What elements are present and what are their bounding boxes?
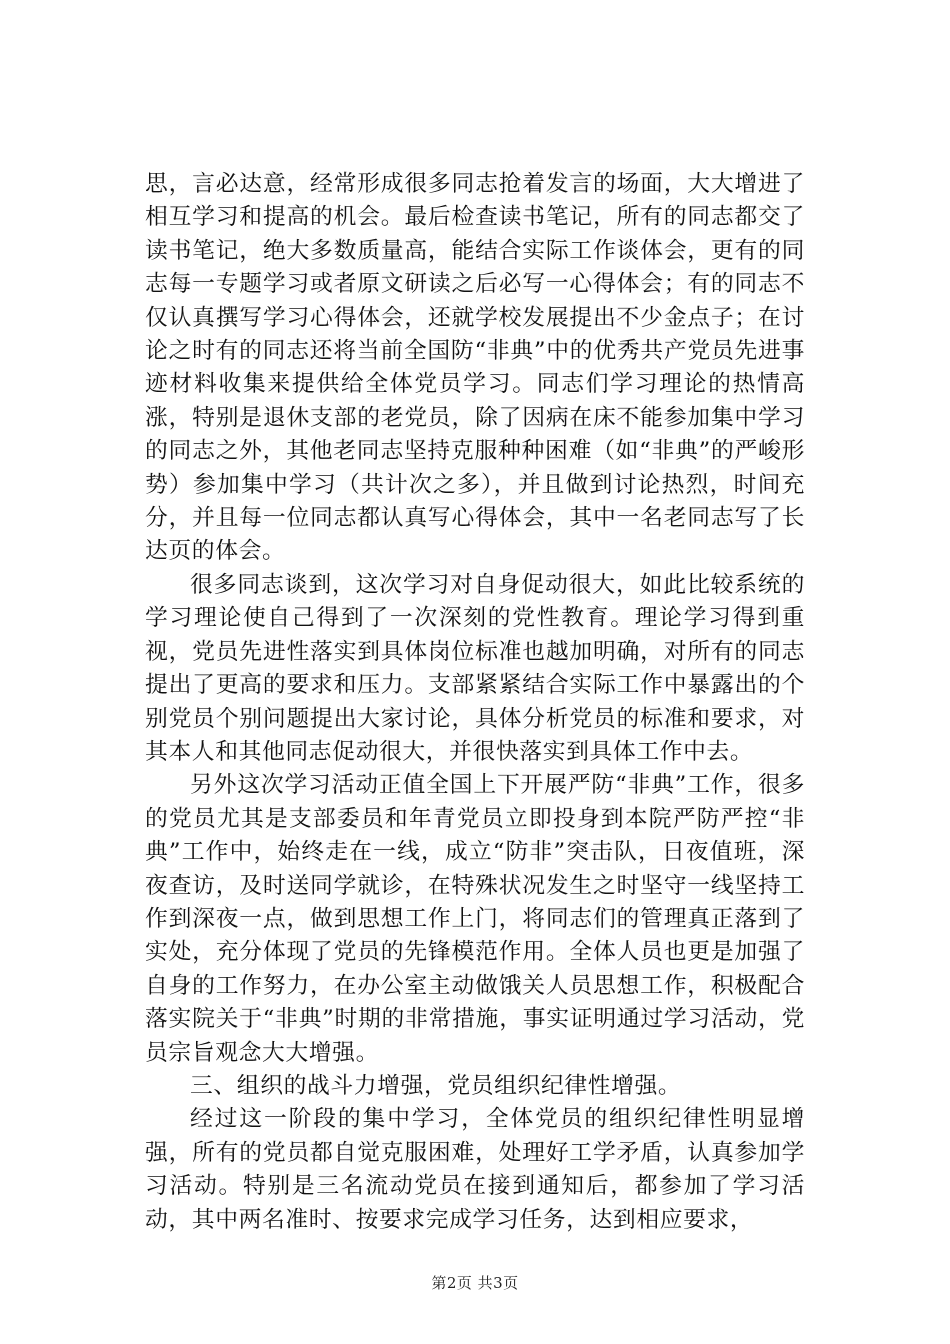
paragraph-4: 经过这一阶段的集中学习，全体党员的组织纪律性明显增强，所有的党员都自觉克服困难，处理好工学矛盾，认真参加学习活动。特别是三名流动党员在接到通知后，都参加了学习活动，其中两名准时、按要求完成学习任务，达到相应要求，: [145, 1106, 805, 1233]
document-body: [145, 168, 805, 1237]
section-heading-3: 三、组织的战斗力增强，党员组织纪律性增强。: [190, 1072, 682, 1099]
page-number-footer: 第2页 共3页: [431, 1274, 519, 1292]
paragraph-2: 很多同志谈到，这次学习对自身促动很大，如此比较系统的学习理论使自己得到了一次深刻的党性教育。理论学习得到重视，党员先进性落实到具体岗位标准也越加明确，对所有的同志提出了更高的要求和压力。支部紧紧结合实际工作中暴露出的个别党员个别问题提出大家讨论，具体分析党员的标准和要求，对其本人和其他同志促动很大，并很快落实到具体工作中去。: [145, 571, 805, 765]
paragraph-3: 另外这次学习活动正值全国上下开展严防“非典”工作，很多的党员尤其是支部委员和年青党员立即投身到本院严防严控“非典”工作中，始终走在一线，成立“防非”突击队，日夜值班，深夜查访，及时送同学就诊，在特殊状况发生之时坚守一线坚持工作到深夜一点，做到思想工作上门，将同志们的管理真正落到了实处，充分体现了党员的先锋模范作用。全体人员也更是加强了自身的工作努力，在办公室主动做饿关人员思想工作，积极配合落实院关于“非典”时期的非常措施，事实证明通过学习活动，党员宗旨观念大大增强。: [145, 772, 805, 1066]
paragraph-1: 思，言必达意，经常形成很多同志抢着发言的场面，大大增进了相互学习和提高的机会。最后检查读书笔记，所有的同志都交了读书笔记，绝大多数质量高，能结合实际工作谈体会，更有的同志每一专题学习或者原文研读之后必写一心得体会；有的同志不仅认真撰写学习心得体会，还就学校发展提出不少金点子；在讨论之时有的同志还将当前全国防“非典”中的优秀共产党员先进事迹材料收集来提供给全体党员学习。同志们学习理论的热情高涨，特别是退休支部的老党员，除了因病在床不能参加集中学习的同志之外，其他老同志坚持克服种种困难（如“非典”的严峻形势）参加集中学习（共计次之多），并且做到讨论热烈，时间充分，并且每一位同志都认真写心得体会，其中一名老同志写了长达页的体会。: [145, 171, 805, 565]
